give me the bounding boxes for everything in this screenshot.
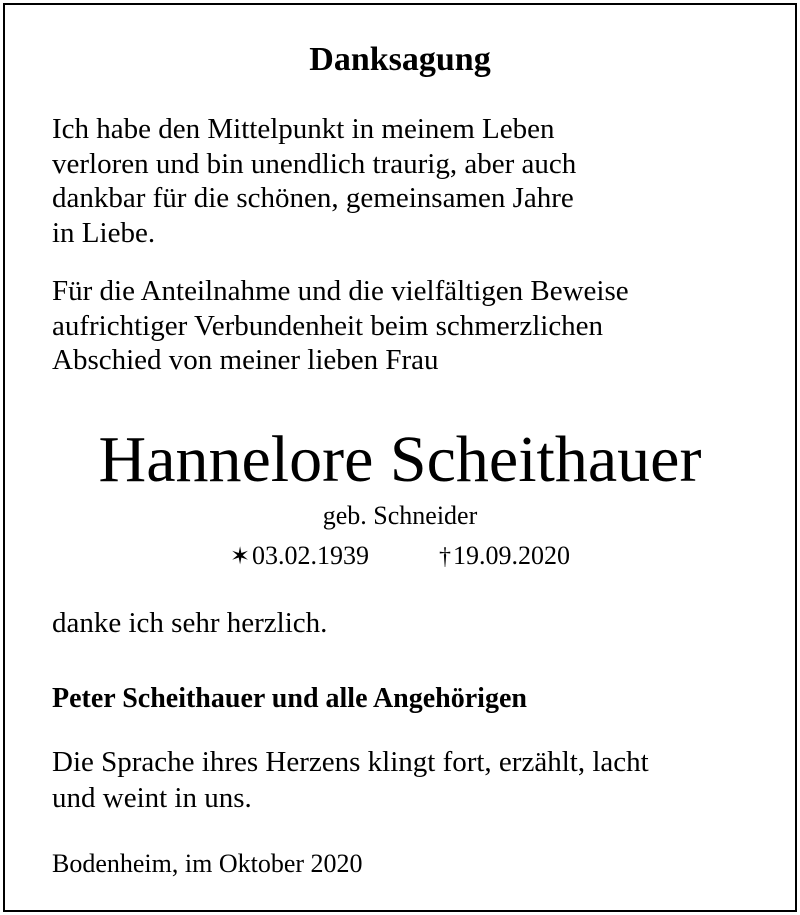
- star-icon: ✶: [229, 544, 251, 570]
- quote-line: und weint in uns.: [52, 782, 252, 814]
- intro-line: verloren und bin unendlich traurig, aber auch: [52, 147, 577, 180]
- birth: [230, 540, 369, 573]
- intro-line: Ich habe den Mittelpunkt in meinem Leben: [52, 113, 555, 145]
- condolence-line: Abschied von meiner lieben Frau: [52, 344, 439, 376]
- death: [439, 540, 570, 573]
- signers: Peter Scheithauer und alle Angehörigen: [52, 683, 527, 714]
- thanks-line: danke ich sehr herzlich.: [52, 607, 328, 639]
- intro-line: dankbar für die schönen, gemeinsamen Jahre: [52, 182, 574, 214]
- condolence-line: Für die Anteilnahme und die vielfältigen Beweise: [52, 275, 629, 307]
- intro-paragraph: [52, 112, 576, 250]
- maiden-name: geb. Schneider: [322, 501, 478, 530]
- closing-quote: [52, 744, 649, 816]
- condolence-paragraph: [52, 274, 629, 378]
- cross-icon: †: [439, 544, 452, 570]
- quote-line: Die Sprache ihres Herzens klingt fort, erzählt, lacht: [52, 746, 649, 778]
- condolence-line: aufrichtiger Verbundenheit beim schmerzlichen: [52, 309, 604, 342]
- intro-line: in Liebe.: [52, 216, 156, 249]
- death-date: 19.09.2020: [453, 541, 571, 570]
- life-dates: [5, 540, 795, 573]
- obituary-notice: [3, 3, 797, 912]
- place-and-date: Bodenheim, im Oktober 2020: [52, 849, 363, 878]
- notice-heading: Danksagung: [309, 41, 491, 78]
- deceased-name: Hannelore Scheithauer: [98, 423, 702, 496]
- birth-date: 03.02.1939: [252, 541, 370, 570]
